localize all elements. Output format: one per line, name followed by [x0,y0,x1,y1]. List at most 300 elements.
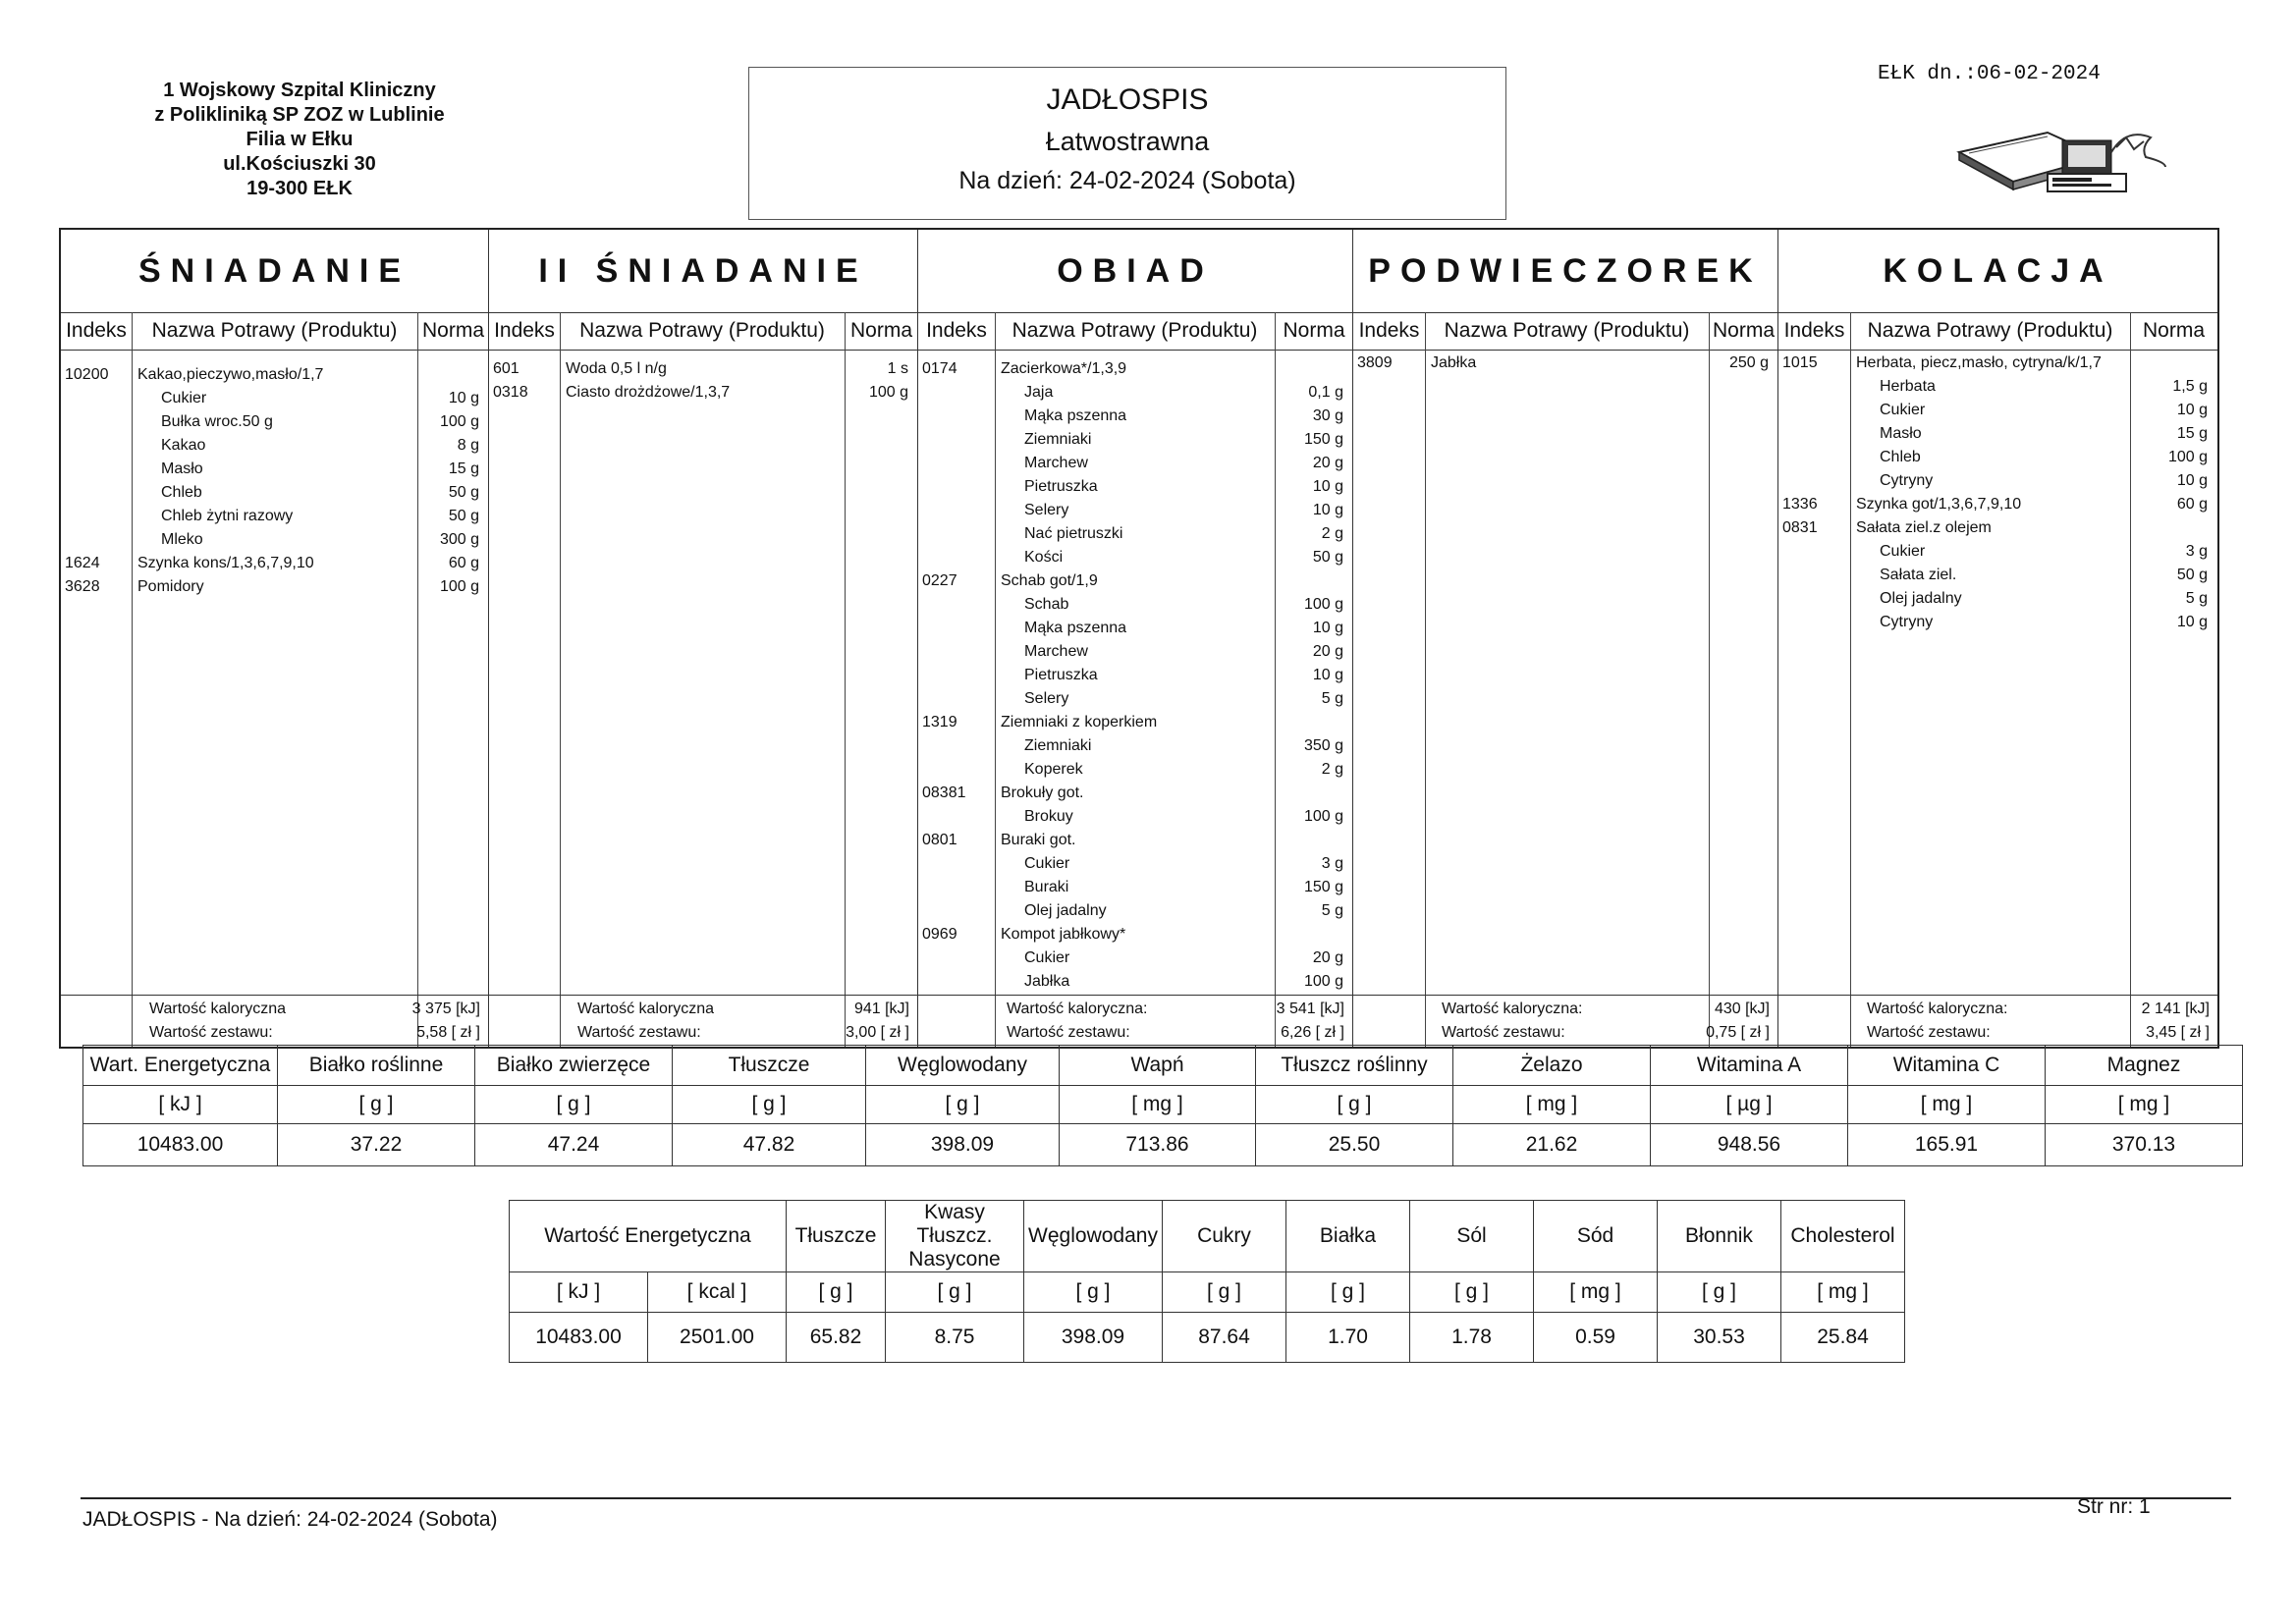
item-name: Selery [1024,690,1069,707]
menu-item-row [1778,446,2217,469]
nutrition-cell: Węglowodany [1024,1201,1163,1272]
item-norm: 50 g [2176,567,2208,583]
nutrition-cell: [ kJ ] [83,1086,278,1124]
nutrition-cell: 30.53 [1658,1313,1781,1363]
footer-text: JADŁOSPIS - Na dzień: 24-02-2024 (Sobota) [82,1508,498,1531]
column-header-name: Nazwa Potrawy (Produktu) [1011,319,1258,342]
meal-items [489,350,917,996]
kcal-value: 941 [kJ] [853,1001,909,1017]
meal-footer [918,995,1352,1047]
nutrition-cell: [ g ] [475,1086,673,1124]
nutrition-cell: Tłuszcz roślinny [1256,1046,1453,1086]
column-header-norm: Norma [849,319,912,342]
column-header-row [1353,312,1777,351]
menu-item-row [61,410,488,434]
item-norm: 10 g [1312,620,1343,636]
nutrition-cell: 948.56 [1651,1124,1848,1166]
item-index: 3809 [1357,354,1393,371]
cost-value: 5,58 [ zł ] [416,1024,480,1041]
menu-item-row [918,805,1352,829]
nutrition-cell: [ g ] [1658,1272,1781,1313]
item-name: Selery [1024,502,1069,518]
menu-item-row [1778,611,2217,634]
meal-title: ŚNIADANIE [61,230,488,313]
cost-label: Wartość zestawu: [1007,1024,1130,1041]
nutrition-cell: Wart. Energetyczna [83,1046,278,1086]
nutrition-cell: 65.82 [787,1313,886,1363]
nutrition-cell: 370.13 [2046,1124,2243,1166]
item-name: Mleko [161,531,203,548]
kcal-label: Wartość kaloryczna [577,1001,714,1017]
menu-item-row [61,505,488,528]
item-norm: 2 g [1321,761,1343,778]
cost-row [1353,1021,1777,1045]
nutrition-cell: 47.24 [475,1124,673,1166]
nutrition-cell: 25.50 [1256,1124,1453,1166]
item-norm: 10 g [2176,472,2208,489]
meal-section [1353,230,1778,1047]
item-norm: 100 g [2167,449,2208,465]
nutrition-cell: 398.09 [866,1124,1060,1166]
nutrition-header-row [83,1046,2243,1086]
cost-label: Wartość zestawu: [1442,1024,1565,1041]
item-norm: 100 g [1303,973,1343,990]
item-norm: 1 s [887,360,908,377]
menu-item-row [61,363,488,387]
meal-title: II ŚNIADANIE [489,230,917,313]
meal-items [61,350,488,996]
nutrition-cell: Witamina C [1848,1046,2046,1086]
nutrition-cell: 10483.00 [510,1313,648,1363]
cost-value: 0,75 [ zł ] [1706,1024,1770,1041]
kcal-row [1353,998,1777,1021]
menu-item-row [61,387,488,410]
item-norm: 10 g [448,390,479,406]
hospital-line: Filia w Ełku [246,129,354,150]
column-header-norm: Norma [1283,319,1345,342]
item-name: Zacierkowa*/1,3,9 [1001,360,1127,377]
nutrition-label-table [509,1200,1905,1363]
item-name: Brokuy [1024,808,1073,825]
item-name: Cukier [1880,402,1926,418]
hospital-address [108,79,491,201]
nutrition-cell: Białko zwierzęce [475,1046,673,1086]
menu-item-row [489,357,917,381]
nutrition-cell: Wapń [1060,1046,1256,1086]
item-norm: 20 g [1312,643,1343,660]
item-index: 0227 [922,572,957,589]
nutrition-cell: Kwasy Tłuszcz. Nasycone [886,1201,1024,1272]
menu-item-row [1778,469,2217,493]
column-header-row [918,312,1352,351]
item-norm: 50 g [448,484,479,501]
menu-item-row [918,829,1352,852]
menu-item-row [918,876,1352,899]
meal-title: OBIAD [918,230,1352,313]
item-norm: 250 g [1728,354,1769,371]
column-header-index: Indeks [1358,319,1420,342]
printed-date: EŁK dn.:06-02-2024 [1878,63,2101,85]
item-index: 1624 [65,555,100,571]
menu-item-row [918,970,1352,994]
item-norm: 5 g [2185,590,2208,607]
kcal-label: Wartość kaloryczna: [1007,1001,1148,1017]
nutrition-cell: Wartość Energetyczna [510,1201,787,1272]
meal-footer [1353,995,1777,1047]
item-norm: 8 g [457,437,479,454]
item-norm: 10 g [1312,667,1343,683]
item-name: Cytryny [1880,614,1934,630]
menu-item-row [918,758,1352,782]
kcal-value: 430 [kJ] [1714,1001,1770,1017]
meal-items [1353,350,1777,996]
nutrition-cell: Błonnik [1658,1201,1781,1272]
item-norm: 10 g [2176,402,2208,418]
item-index: 0318 [493,384,528,401]
item-name: Chleb [1880,449,1921,465]
menu-item-row [918,522,1352,546]
menu-item-row [918,452,1352,475]
item-index: 3628 [65,578,100,595]
menu-item-row [918,428,1352,452]
menu-item-row [61,575,488,599]
item-index: 10200 [65,366,109,383]
item-name: Ciasto drożdżowe/1,3,7 [566,384,731,401]
menu-item-row [918,593,1352,617]
item-name: Pietruszka [1024,478,1098,495]
menu-item-row [918,475,1352,499]
item-index: 0969 [922,926,957,943]
menu-item-row [1778,516,2217,540]
item-name: Mąka pszenna [1024,620,1127,636]
item-name: Jabłka [1431,354,1477,371]
item-index: 0831 [1782,519,1818,536]
item-norm: 15 g [448,460,479,477]
column-header-name: Nazwa Potrawy (Produktu) [1444,319,1690,342]
column-header-row [1778,312,2217,351]
item-norm: 60 g [448,555,479,571]
nutrition-cell: Sól [1410,1201,1534,1272]
item-index: 601 [493,360,519,377]
column-header-row [489,312,917,351]
nutrition-cell: [ g ] [1256,1086,1453,1124]
nutrition-cell: 713.86 [1060,1124,1256,1166]
page-title: JADŁOSPIS [1046,83,1209,116]
item-norm: 100 g [439,578,479,595]
item-norm: 30 g [1312,407,1343,424]
nutrition-cell: Cukry [1163,1201,1286,1272]
menu-item-row [918,711,1352,734]
nutrition-cell: [ g ] [278,1086,475,1124]
nutrition-cell: 10483.00 [83,1124,278,1166]
column-header-name: Nazwa Potrawy (Produktu) [151,319,398,342]
menu-item-row [1778,540,2217,564]
column-header-norm: Norma [421,319,484,342]
cost-value: 3,45 [ zł ] [2146,1024,2210,1041]
column-header-index: Indeks [66,319,127,342]
nutrition-cell: 1.78 [1410,1313,1534,1363]
nutrition-unit-row [510,1272,1905,1313]
kcal-row [489,998,917,1021]
column-header-index: Indeks [1783,319,1845,342]
item-name: Koperek [1024,761,1083,778]
nutrition-cell: Cholesterol [1781,1201,1905,1272]
nutrition-cell: Tłuszcze [673,1046,866,1086]
menu-item-row [918,923,1352,947]
nutrition-cell: [ g ] [886,1272,1024,1313]
nutrition-cell: Białko roślinne [278,1046,475,1086]
hospital-line: 19-300 EŁK [246,178,353,199]
meal-footer [61,995,488,1047]
kcal-value: 2 141 [kJ] [2141,1001,2210,1017]
column-header-index: Indeks [494,319,555,342]
menu-item-row [1778,375,2217,399]
item-index: 08381 [922,784,966,801]
item-norm: 100 g [868,384,908,401]
item-name: Buraki got. [1001,832,1076,848]
item-index: 0174 [922,360,957,377]
diet-name: Łatwostrawna [1045,127,1210,156]
menu-item-row [1778,399,2217,422]
hospital-line: 1 Wojskowy Szpital Kliniczny [163,80,436,101]
menu-date: Na dzień: 24-02-2024 (Sobota) [958,167,1296,194]
nutrition-cell: [ mg ] [1848,1086,2046,1124]
menu-item-row [61,434,488,458]
item-norm: 100 g [1303,808,1343,825]
item-norm: 15 g [2176,425,2208,442]
item-index: 1319 [922,714,957,730]
nutrition-cell: Żelazo [1453,1046,1651,1086]
nutrition-cell: [ g ] [787,1272,886,1313]
item-name: Chleb [161,484,202,501]
item-name: Olej jadalny [1024,902,1107,919]
menu-item-row [918,617,1352,640]
column-header-row [61,312,488,351]
kcal-label: Wartość kaloryczna: [1867,1001,2008,1017]
menu-item-row [918,405,1352,428]
nutrition-cell: [ mg ] [1781,1272,1905,1313]
item-name: Szynka kons/1,3,6,7,9,10 [137,555,314,571]
meal-footer [489,995,917,1047]
nutrition-cell: 2501.00 [648,1313,787,1363]
item-norm: 3 g [1321,855,1343,872]
menu-item-row [918,947,1352,970]
nutrition-cell: 165.91 [1848,1124,2046,1166]
kcal-row [1778,998,2217,1021]
menu-item-row [918,734,1352,758]
item-name: Ziemniaki [1024,431,1092,448]
menu-item-row [489,381,917,405]
cost-value: 6,26 [ zł ] [1281,1024,1344,1041]
item-name: Pomidory [137,578,204,595]
item-name: Jabłka [1024,973,1070,990]
cost-label: Wartość zestawu: [149,1024,273,1041]
nutrition-cell: [ g ] [1024,1272,1163,1313]
item-index: 1015 [1782,354,1818,371]
item-norm: 50 g [448,508,479,524]
meal-items [918,350,1352,996]
item-name: Szynka got/1,3,6,7,9,10 [1856,496,2022,513]
nutrition-cell: [ kcal ] [648,1272,787,1313]
item-norm: 60 g [2176,496,2208,513]
menu-item-row [1778,493,2217,516]
item-name: Herbata [1880,378,1936,395]
item-name: Woda 0,5 l n/g [566,360,667,377]
menu-item-row [918,687,1352,711]
item-name: Cukier [1024,949,1070,966]
item-norm: 150 g [1303,879,1343,895]
item-norm: 350 g [1303,737,1343,754]
item-norm: 0,1 g [1308,384,1343,401]
item-norm: 300 g [439,531,479,548]
item-name: Cukier [1880,543,1926,560]
menu-item-row [918,640,1352,664]
nutrition-cell: [ kJ ] [510,1272,648,1313]
nutrition-cell: 37.22 [278,1124,475,1166]
menu-item-row [918,782,1352,805]
nutrition-cell: 21.62 [1453,1124,1651,1166]
item-name: Ziemniaki [1024,737,1092,754]
nutrition-cell: 0.59 [1534,1313,1658,1363]
title-box [748,67,1506,220]
item-name: Chleb żytni razowy [161,508,294,524]
item-name: Kompot jabłkowy* [1001,926,1126,943]
cost-label: Wartość zestawu: [1867,1024,1991,1041]
item-name: Pietruszka [1024,667,1098,683]
menu-item-row [918,381,1352,405]
item-name: Cukier [161,390,207,406]
item-norm: 100 g [439,413,479,430]
meal-section [61,230,489,1047]
nutrition-value-row [83,1124,2243,1166]
menu-table [59,228,2219,1049]
item-name: Sałata ziel.z olejem [1856,519,1992,536]
meal-footer [1778,995,2217,1047]
column-header-norm: Norma [1712,319,1775,342]
item-norm: 5 g [1321,902,1343,919]
nutrition-cell: 87.64 [1163,1313,1286,1363]
hospital-line: ul.Kościuszki 30 [223,153,376,175]
nutrition-cell: Magnez [2046,1046,2243,1086]
item-name: Mąka pszenna [1024,407,1127,424]
nutrition-cell: 8.75 [886,1313,1024,1363]
nutrition-cell: Tłuszcze [787,1201,886,1272]
item-name: Marchew [1024,643,1088,660]
kcal-row [61,998,488,1021]
footer-divider [81,1497,2231,1499]
item-name: Cukier [1024,855,1070,872]
nutrition-summary-table [82,1045,2243,1166]
menu-item-row [918,546,1352,569]
nutrition-cell: [ g ] [1286,1272,1410,1313]
item-name: Masło [161,460,203,477]
item-name: Ziemniaki z koperkiem [1001,714,1158,730]
book-computer-icon [1954,113,2170,206]
item-name: Brokuły got. [1001,784,1084,801]
item-name: Jaja [1024,384,1054,401]
item-norm: 20 g [1312,949,1343,966]
menu-item-row [918,899,1352,923]
item-norm: 20 g [1312,455,1343,471]
nutrition-cell: 47.82 [673,1124,866,1166]
cost-value: 3,00 [ zł ] [846,1024,909,1041]
item-index: 0801 [922,832,957,848]
menu-item-row [918,499,1352,522]
item-norm: 10 g [2176,614,2208,630]
menu-item-row [61,528,488,552]
item-norm: 150 g [1303,431,1343,448]
nutrition-cell: 1.70 [1286,1313,1410,1363]
menu-item-row [1353,352,1777,375]
menu-item-row [61,552,488,575]
nutrition-header-row [510,1201,1905,1272]
hospital-line: z Polikliniką SP ZOZ w Lublinie [154,104,445,126]
meal-section [918,230,1353,1047]
item-norm: 1,5 g [2172,378,2208,395]
item-norm: 100 g [1303,596,1343,613]
item-name: Kości [1024,549,1064,566]
item-name: Marchew [1024,455,1088,471]
item-norm: 5 g [1321,690,1343,707]
nutrition-cell: [ mg ] [1060,1086,1256,1124]
nutrition-cell: 398.09 [1024,1313,1163,1363]
nutrition-cell: Sód [1534,1201,1658,1272]
cost-label: Wartość zestawu: [577,1024,701,1041]
nutrition-cell: [ g ] [1163,1272,1286,1313]
menu-item-row [918,664,1352,687]
page-number: Str nr: 1 [2077,1495,2151,1518]
nutrition-unit-row [83,1086,2243,1124]
item-name: Kakao [161,437,206,454]
nutrition-value-row [510,1313,1905,1363]
item-name: Schab got/1,9 [1001,572,1098,589]
menu-item-row [918,357,1352,381]
item-name: Masło [1880,425,1922,442]
nutrition-cell: [ µg ] [1651,1086,1848,1124]
nutrition-cell: [ mg ] [1453,1086,1651,1124]
nutrition-cell: [ mg ] [1534,1272,1658,1313]
item-norm: 10 g [1312,478,1343,495]
item-name: Olej jadalny [1880,590,1962,607]
nutrition-cell: Witamina A [1651,1046,1848,1086]
item-norm: 3 g [2185,543,2208,560]
nutrition-cell: [ mg ] [2046,1086,2243,1124]
kcal-label: Wartość kaloryczna: [1442,1001,1583,1017]
nutrition-cell: [ g ] [1410,1272,1534,1313]
meal-section [489,230,918,1047]
menu-item-row [918,569,1352,593]
menu-item-row [918,852,1352,876]
item-name: Buraki [1024,879,1069,895]
item-name: Schab [1024,596,1069,613]
item-name: Herbata, piecz,masło, cytryna/k/1,7 [1856,354,2102,371]
nutrition-cell: [ g ] [673,1086,866,1124]
cost-row [1778,1021,2217,1045]
nutrition-cell: Węglowodany [866,1046,1060,1086]
menu-item-row [1778,352,2217,375]
nutrition-cell: [ g ] [866,1086,1060,1124]
item-name: Bułka wroc.50 g [161,413,273,430]
meal-items [1778,350,2217,996]
column-header-name: Nazwa Potrawy (Produktu) [1867,319,2113,342]
kcal-row [918,998,1352,1021]
menu-item-row [61,458,488,481]
cost-row [489,1021,917,1045]
item-index: 1336 [1782,496,1818,513]
column-header-name: Nazwa Potrawy (Produktu) [579,319,825,342]
item-norm: 10 g [1312,502,1343,518]
kcal-value: 3 375 [kJ] [411,1001,480,1017]
